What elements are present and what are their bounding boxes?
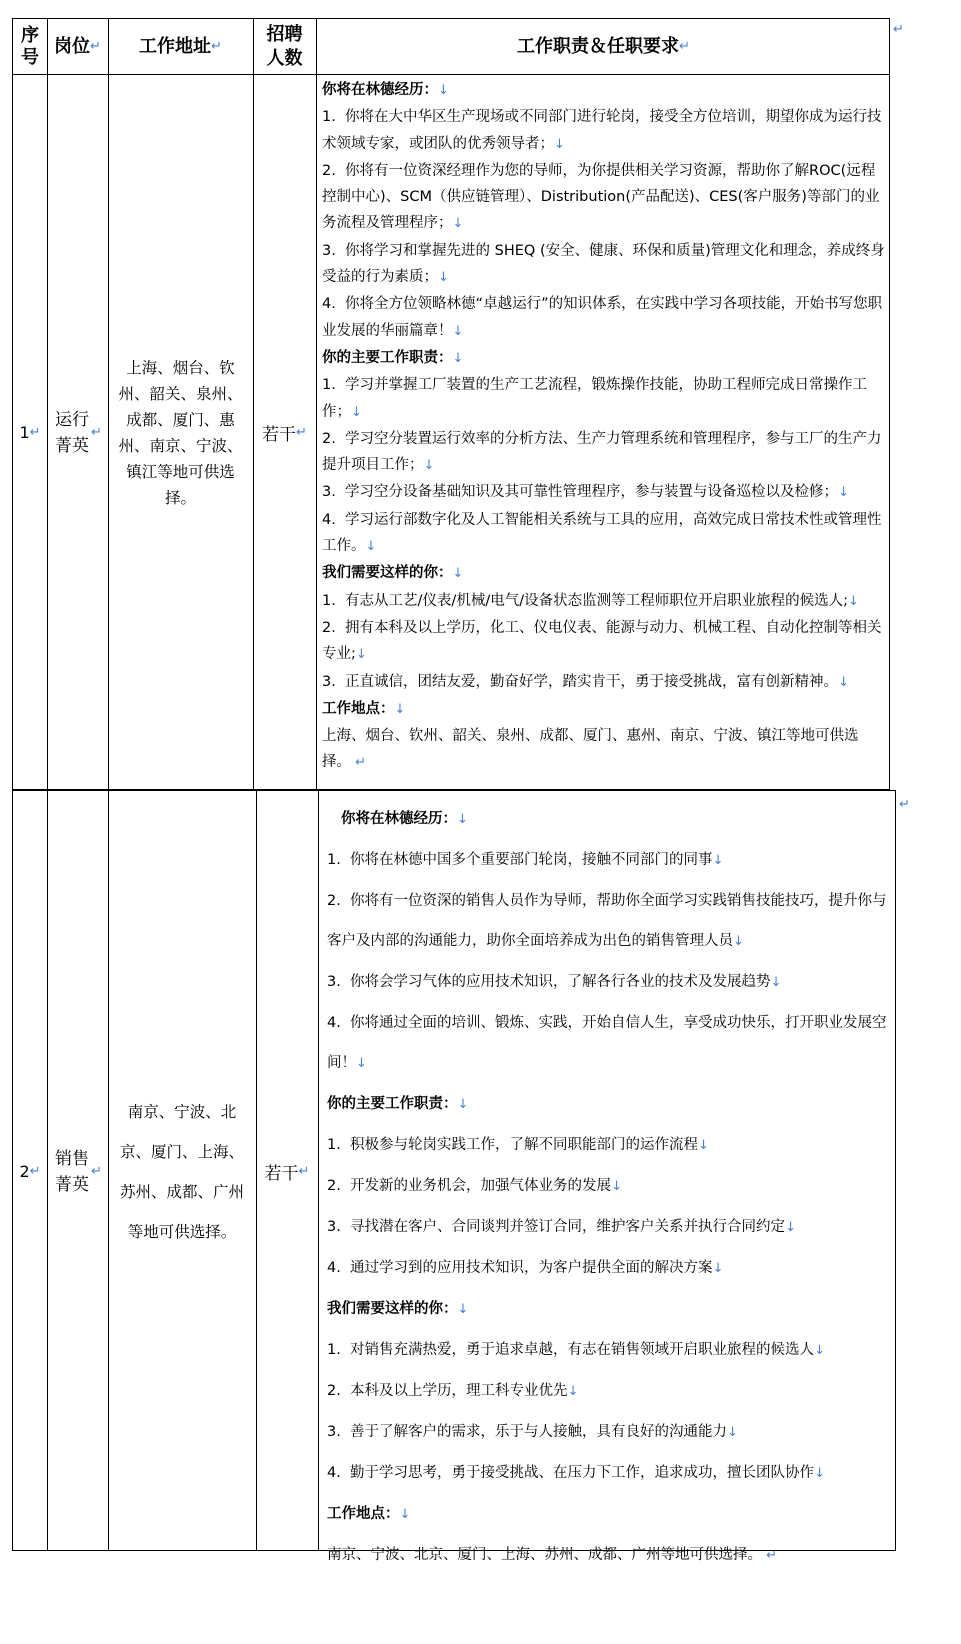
duty-item: 1. 对销售充满热爱，勇于追求卓越，有志在销售领域开启职业旅程的候选人↓ [327,1342,825,1358]
line-break-icon: ↓ [356,1056,367,1071]
line-break-icon: ↓ [567,1384,579,1399]
paragraph-mark-icon: ↵ [29,1164,41,1179]
line-break-icon: ↓ [712,853,724,868]
line-break-icon: ↓ [438,83,449,98]
header-duties: 工作职责＆任职要求 ↵ [316,19,891,74]
paragraph-mark-icon: ↵ [351,755,367,771]
table-end-mark-icon: ↵ [899,797,910,812]
line-break-icon: ↓ [727,1425,738,1440]
line-break-icon: ↓ [438,270,449,286]
row-2-location: 南京、宁波、北京、厦门、上海、苏州、成都、广州等地可供选择。 [119,1102,244,1241]
line-break-icon: ↓ [394,701,406,717]
line-break-icon: ↓ [554,136,565,152]
row-1-seq: 1 ↵ [19,423,41,442]
header-location: 工作地址 ↵ [108,19,253,74]
header-headcount: 招聘人数 [266,23,303,69]
job-table-part-1 [12,18,890,790]
line-break-icon: ↓ [452,350,464,366]
duty-item: 1. 有志从工艺/仪表/机械/电气/设备状态监测等工程师职位开启职业旅程的候选人;↓ [322,592,859,609]
line-break-icon: ↓ [457,1302,469,1317]
duty-item: 2. 本科及以上学历，理工科专业优先↓ [327,1383,579,1399]
duty-item: 3. 寻找潜在客户、合同谈判并签订合同，维护客户关系并执行合同约定↓ [327,1219,796,1235]
line-break-icon: ↓ [355,647,367,663]
row-1-duties [322,77,885,777]
duty-item: 4. 勤于学习思考，勇于接受挑战、在压力下工作，追求成功，擅长团队协作↓ [327,1465,825,1481]
section-title: 我们需要这样的你：↓ [327,1301,469,1317]
line-break-icon: ↓ [770,975,782,990]
duty-item: 3. 你将学习和掌握先进的 SHEQ (安全、健康、环保和质量)管理文化和理念，养成终身受益的行为素质；↓ [322,242,885,286]
line-break-icon: ↓ [365,539,377,555]
paragraph-mark-icon: ↵ [296,425,307,440]
paragraph-mark-icon: ↵ [91,424,102,440]
section-title: 工作地点：↓ [322,700,406,717]
duty-item: 2. 学习空分装置运行效率的分析方法、生产力管理系统和管理程序，参与工厂的生产力提升项目工作；↓ [322,430,882,474]
paragraph-mark-icon: ↵ [91,1163,102,1179]
paragraph-mark-icon: ↵ [298,1164,310,1179]
section-title: 我们需要这样的你：↓ [322,565,464,582]
duty-item: 2. 你将有一位资深的销售人员作为导师，帮助你全面学习实践销售技能技巧，提升你与客户及内部的沟通能力，助你全面培养成为出色的销售管理人员↓ [327,893,887,949]
section-title: 你的主要工作职责：↓ [327,1096,469,1112]
duty-item: 2. 开发新的业务机会，加强气体业务的发展↓ [327,1178,622,1194]
duty-item: 3. 学习空分设备基础知识及其可靠性管理程序，参与装置与设备巡检以及检修；↓ [322,484,849,501]
line-break-icon: ↓ [733,934,744,949]
table-end-mark-icon: ↵ [893,22,904,37]
duty-item: 南京、宁波、北京、厦门、上海、苏州、成都、广州等地可供选择。 ↵ [327,1547,778,1563]
line-break-icon: ↓ [838,485,849,501]
line-break-icon: ↓ [814,1466,825,1481]
line-break-icon: ↓ [785,1220,796,1235]
paragraph-mark-icon: ↵ [29,425,41,440]
line-break-icon: ↓ [457,1097,469,1112]
section-title: 你将在林德经历：↓ [322,82,449,98]
line-break-icon: ↓ [814,1343,825,1358]
header-seq: 序号 [21,24,39,68]
line-break-icon: ↓ [847,593,859,609]
line-break-icon: ↓ [712,1261,724,1276]
line-break-icon: ↓ [452,216,464,232]
line-break-icon: ↓ [838,674,849,690]
section-title: 工作地点：↓ [327,1506,411,1522]
paragraph-mark-icon: ↵ [679,38,690,54]
paragraph-mark-icon: ↵ [211,38,222,54]
line-break-icon: ↓ [423,458,435,474]
line-break-icon: ↓ [457,812,468,827]
row-2-position: 销售菁英 ↵ [55,1148,102,1195]
row-2-seq: 2 ↵ [19,1162,41,1181]
line-break-icon: ↓ [452,323,464,339]
duty-item: 3. 善于了解客户的需求，乐于与人接触，具有良好的沟通能力↓ [327,1424,738,1440]
row-1-location: 上海、烟台、钦州、韶关、泉州、成都、厦门、惠州、南京、宁波、镇江等地可供选择。 [118,358,243,507]
duty-item: 3. 你将会学习气体的应用技术知识，了解各行各业的技术及发展趋势↓ [327,974,782,990]
line-break-icon: ↓ [399,1507,411,1522]
duty-item: 4. 你将全方位领略林德“卓越运行”的知识体系，在实践中学习各项技能，开始书写您职业发展的华丽篇章！↓ [322,296,883,339]
line-break-icon: ↓ [351,404,362,420]
line-break-icon: ↓ [698,1138,709,1153]
row-1-headcount: 若干 ↵ [262,425,307,445]
duty-item: 1. 你将在林德中国多个重要部门轮岗，接触不同部门的同事↓ [327,852,724,868]
duty-item: 2. 拥有本科及以上学历，化工、仪电仪表、能源与动力、机械工程、自动化控制等相关专业;↓ [322,619,882,663]
line-break-icon: ↓ [611,1179,622,1194]
line-break-icon: ↓ [452,566,464,582]
duty-item: 3. 正直诚信，团结友爱，勤奋好学，踏实肯干，勇于接受挑战，富有创新精神。↓ [322,673,849,690]
row-1-position: 运行菁英 ↵ [55,409,102,456]
paragraph-mark-icon: ↵ [90,38,101,54]
duty-item: 1. 积极参与轮岗实践工作，了解不同职能部门的运作流程↓ [327,1137,709,1153]
duty-item: 4. 你将通过全面的培训、锻炼、实践，开始自信人生，享受成功快乐，打开职业发展空间！↓ [327,1015,887,1071]
duty-item: 4. 学习运行部数字化及人工智能相关系统与工具的应用，高效完成日常技术性或管理性工作。↓ [322,511,882,555]
job-table-part-2 [12,790,896,1563]
duty-item: 2. 你将有一位资深经理作为您的导师，为你提供相关学习资源，帮助你了解ROC(远程控制中心)、SCM（供应链管理）、Distribution(产品配送)、CES(客户服务)等部门的业务流程及管理程序；↓ [322,162,880,232]
duty-item: 1. 你将在大中华区生产现场或不同部门进行轮岗，接受全方位培训，期望你成为运行技术领域专家，或团队的优秀领导者；↓ [322,109,882,152]
duty-item: 上海、烟台、钦州、韶关、泉州、成都、厦门、惠州、南京、宁波、镇江等地可供选择。 ↵ [322,728,859,771]
duty-item: 4. 通过学习到的应用技术知识，为客户提供全面的解决方案↓ [327,1260,724,1276]
row-2-headcount: 若干 ↵ [264,1164,310,1184]
paragraph-mark-icon: ↵ [762,1548,778,1563]
header-position: 岗位 ↵ [47,19,108,74]
row-2-duties [327,799,889,1576]
duty-item: 1. 学习并掌握工厂装置的生产工艺流程，锻炼操作技能，协助工程师完成日常操作工作；↓ [322,377,868,420]
section-title: 你的主要工作职责：↓ [322,349,464,366]
section-title: 你将在林德经历：↓ [341,811,468,827]
